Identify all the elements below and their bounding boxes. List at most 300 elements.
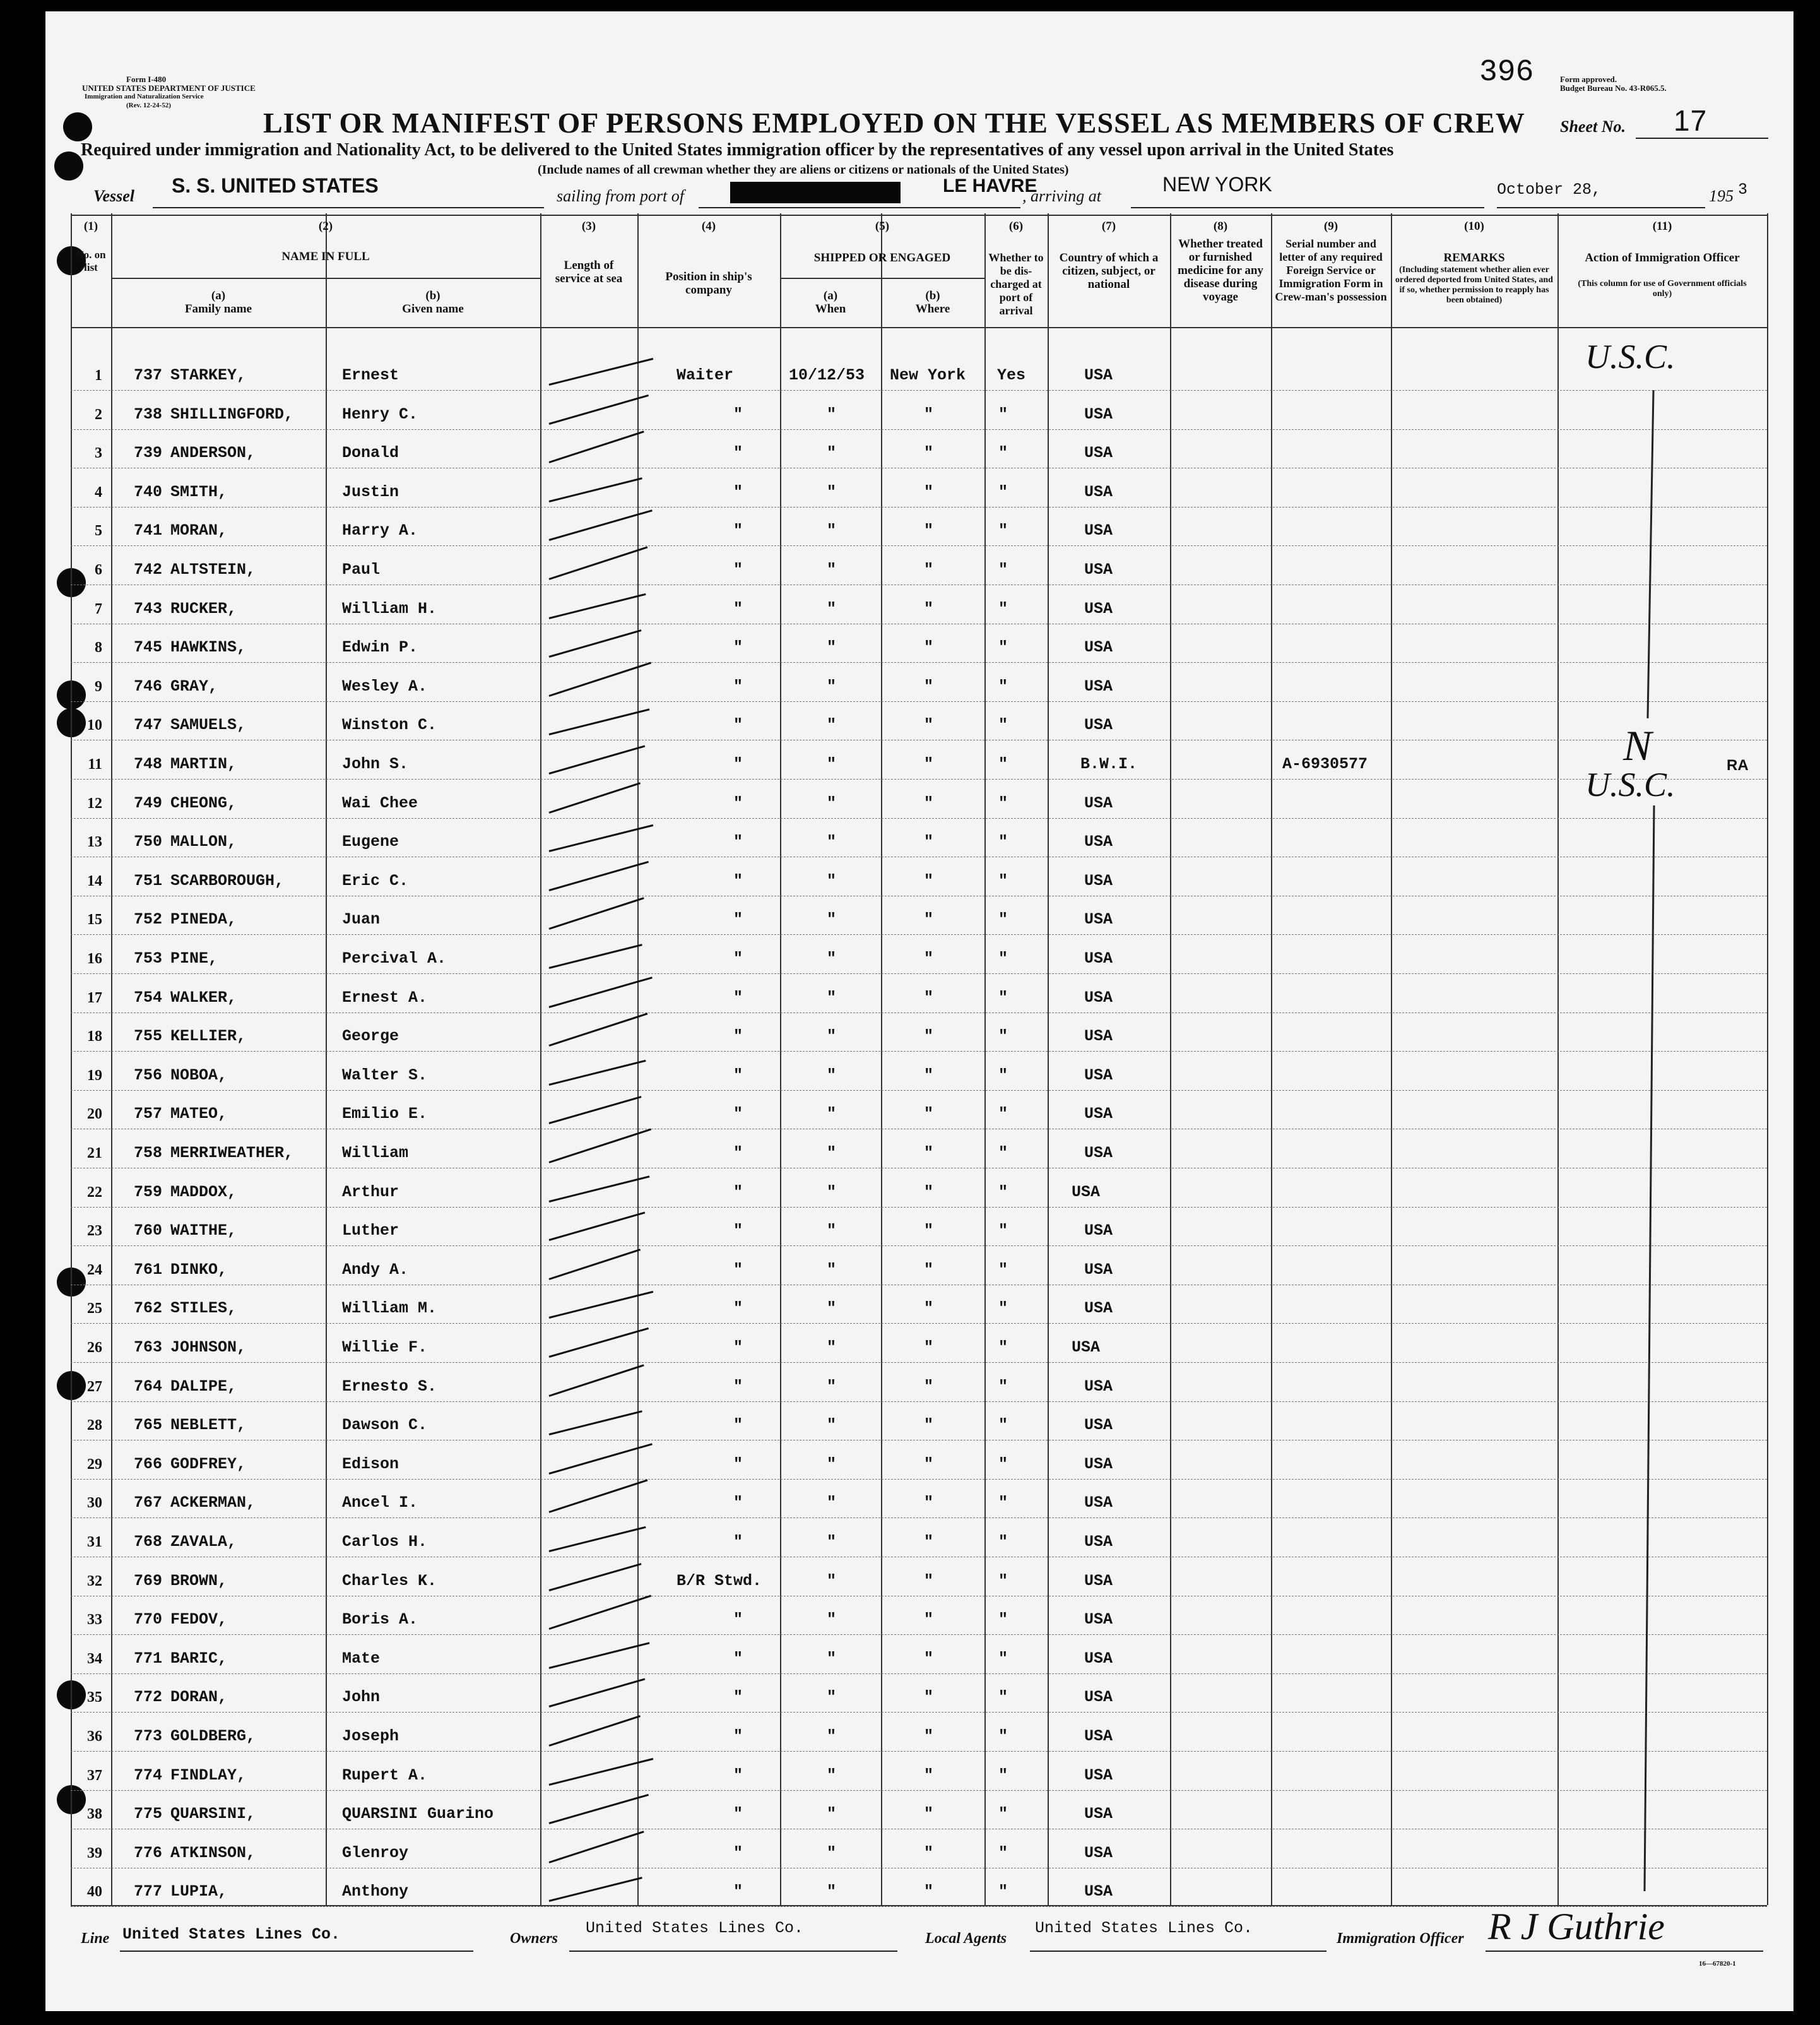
cell-when: " (827, 1688, 837, 1707)
cell-position: " (733, 1182, 743, 1201)
cell-country: USA (1084, 1649, 1113, 1668)
cell-position: " (733, 1649, 743, 1668)
cell-id: 752 (134, 910, 163, 929)
cell-country: USA (1084, 366, 1113, 384)
cell-when: " (827, 949, 837, 968)
cell-when: " (827, 1299, 837, 1318)
col-2-header: NAME IN FULL (281, 250, 370, 263)
include-note: (Include names of all crewman whether they are aliens or citizens or nationals of the United States) (538, 163, 1069, 177)
cell-where: " (924, 1610, 934, 1629)
col-11-header: Action of Immigration Officer (1585, 251, 1740, 264)
cell-given: Emilio E. (342, 1105, 428, 1124)
cell-id: 757 (134, 1105, 163, 1124)
cell-when: " (827, 599, 837, 618)
cell-given: Joseph (342, 1727, 399, 1745)
cell-id: 775 (134, 1805, 163, 1824)
cell-when: " (827, 444, 837, 463)
col-4-number: (4) (701, 220, 716, 233)
cell-country: USA (1084, 988, 1113, 1007)
cell-given: Anthony (342, 1882, 409, 1901)
service-tick-mark (549, 1096, 642, 1125)
cell-given: Ernesto S. (342, 1377, 437, 1396)
cell-family: NEBLETT, (170, 1416, 247, 1435)
cell-when: " (827, 988, 837, 1007)
cell-discharge: " (998, 1027, 1008, 1046)
cell-family: ACKERMAN, (170, 1494, 256, 1512)
cell-when: " (827, 561, 837, 579)
cell-discharge: " (998, 949, 1008, 968)
sheet-number: 17 (1674, 104, 1708, 137)
cell-discharge: " (998, 871, 1008, 890)
port-to: NEW YORK (1162, 173, 1272, 196)
cell-country: USA (1072, 1182, 1101, 1201)
cell-discharge: " (998, 599, 1008, 618)
cell-given: Mate (342, 1649, 381, 1668)
cell-id: 768 (134, 1533, 163, 1551)
cell-country: USA (1084, 1571, 1113, 1590)
cell-n: 2 (95, 406, 102, 423)
cell-where: " (924, 1066, 934, 1084)
cell-when: " (827, 1144, 837, 1162)
cell-where: " (924, 1805, 934, 1824)
cell-n: 23 (87, 1223, 102, 1240)
cell-n: 33 (87, 1612, 102, 1629)
cell-family: DORAN, (170, 1688, 228, 1707)
cell-family: MALLON, (170, 833, 237, 852)
service-tick-mark (549, 1642, 650, 1669)
cell-family: SCARBOROUGH, (170, 871, 285, 890)
cell-n: 18 (87, 1028, 102, 1045)
service-tick-mark (549, 1831, 644, 1863)
cell-where: " (924, 949, 934, 968)
cell-family: ALTSTEIN, (170, 561, 256, 579)
cell-discharge: " (998, 1610, 1008, 1629)
cell-position: " (733, 1144, 743, 1162)
cell-n: 31 (87, 1534, 102, 1550)
cell-id: 758 (134, 1144, 163, 1162)
cell-when: " (827, 1105, 837, 1124)
cell-n: 19 (87, 1067, 102, 1084)
punch-hole (54, 151, 83, 181)
cell-given: Arthur (342, 1182, 399, 1201)
cell-country: USA (1084, 949, 1113, 968)
cell-given: Justin (342, 482, 399, 501)
cell-family: MERRIWEATHER, (170, 1144, 294, 1162)
cell-id: 749 (134, 793, 163, 812)
page-number: 396 (1479, 56, 1534, 90)
cell-discharge: " (998, 561, 1008, 579)
cell-when: " (827, 910, 837, 929)
cell-where: " (924, 1377, 934, 1396)
cell-n: 27 (87, 1378, 102, 1395)
col-7-header: Country of which a citizen, subject, or national (1059, 251, 1159, 291)
cell-position: " (733, 949, 743, 968)
cell-discharge: " (998, 1066, 1008, 1084)
cell-discharge: " (998, 1649, 1008, 1668)
cell-discharge: " (998, 482, 1008, 501)
cell-id: 748 (134, 755, 163, 773)
cell-when: " (827, 1494, 837, 1512)
cell-country: USA (1084, 1494, 1113, 1512)
arrival-date: October 28, (1497, 181, 1602, 199)
cell-country: USA (1084, 1221, 1113, 1240)
cell-position: " (733, 1299, 743, 1318)
cell-country: USA (1084, 910, 1113, 929)
action-check-line (1646, 390, 1654, 718)
cell-discharge: " (998, 910, 1008, 929)
cell-where: " (924, 638, 934, 657)
service-tick-mark (549, 1526, 646, 1552)
cell-given: Walter S. (342, 1066, 428, 1084)
cell-family: GOLDBERG, (170, 1727, 256, 1745)
subtitle: Required under immigration and Nationality Act, to be delivered to the United States immigration officer by the representatives of any vessel upon arrival in the United States (81, 140, 1394, 160)
cell-where: " (924, 910, 934, 929)
cell-country: USA (1084, 599, 1113, 618)
cell-discharge: " (998, 716, 1008, 735)
cell-position: " (733, 793, 743, 812)
cell-family: NOBOA, (170, 1066, 228, 1084)
cell-family: STARKEY, (170, 366, 247, 384)
cell-given: Andy A. (342, 1260, 409, 1279)
cell-discharge: " (998, 1533, 1008, 1551)
cell-id: 739 (134, 444, 163, 463)
cell-when: " (827, 716, 837, 735)
cell-n: 22 (87, 1184, 102, 1201)
cell-country: USA (1084, 482, 1113, 501)
cell-action: U.S.C. (1585, 338, 1675, 376)
cell-discharge: " (998, 755, 1008, 773)
col-3-header: Length of service at sea (555, 259, 623, 285)
cell-given: Rupert A. (342, 1766, 428, 1784)
cell-where: " (924, 833, 934, 852)
cell-position: " (733, 755, 743, 773)
cell-id: 774 (134, 1766, 163, 1784)
col-5a-header: (a) When (815, 289, 846, 316)
cell-where: " (924, 1027, 934, 1046)
cell-family: SHILLINGFORD, (170, 405, 294, 424)
cell-when: " (827, 1416, 837, 1435)
col-8-number: (8) (1213, 220, 1228, 233)
cell-id: 741 (134, 521, 163, 540)
cell-when: " (827, 1766, 837, 1784)
cell-id: 745 (134, 638, 163, 657)
cell-when: " (827, 1727, 837, 1745)
col-2a-header: (a) Family name (184, 289, 252, 316)
cell-position: B/R Stwd. (677, 1571, 762, 1590)
cell-position: " (733, 1260, 743, 1279)
cell-country: B.W.I. (1080, 755, 1138, 773)
cell-country: USA (1084, 1688, 1113, 1707)
cell-when: " (827, 871, 837, 890)
cell-position: " (733, 1727, 743, 1745)
service-tick-mark (549, 1249, 641, 1280)
cell-given: Carlos H. (342, 1533, 428, 1551)
cell-where: " (924, 677, 934, 696)
cell-where: " (924, 482, 934, 501)
cell-id: 764 (134, 1377, 163, 1396)
cell-country: USA (1084, 1260, 1113, 1279)
col-3-number: (3) (581, 220, 596, 233)
cell-position: " (733, 482, 743, 501)
cell-country: USA (1072, 1338, 1101, 1357)
cell-position: " (733, 1066, 743, 1084)
col-6-number: (6) (1008, 220, 1024, 233)
service-tick-mark (549, 1715, 641, 1747)
cell-action: N (1623, 722, 1652, 769)
cell-country: USA (1084, 1377, 1113, 1396)
cell-country: USA (1084, 1299, 1113, 1318)
cell-position: " (733, 677, 743, 696)
cell-where: " (924, 1571, 934, 1590)
cell-position: " (733, 1610, 743, 1629)
cell-id: 761 (134, 1260, 163, 1279)
cell-given: William M. (342, 1299, 437, 1318)
cell-where: " (924, 1338, 934, 1357)
cell-discharge: Yes (997, 366, 1026, 384)
cell-position: " (733, 1338, 743, 1357)
cell-when: " (827, 793, 837, 812)
footer-owners: United States Lines Co. (586, 1919, 804, 1937)
manifest-sheet (45, 11, 1793, 2011)
service-tick-mark (549, 662, 652, 696)
cell-family: JOHNSON, (170, 1338, 247, 1357)
cell-given: Wai Chee (342, 793, 418, 812)
cell-given: Eric C. (342, 871, 409, 890)
cell-where: " (924, 1688, 934, 1707)
cell-id: 753 (134, 949, 163, 968)
cell-n: 13 (87, 834, 102, 851)
service-tick-mark (549, 593, 646, 619)
cell-given: Winston C. (342, 716, 437, 735)
cell-n: 29 (87, 1456, 102, 1473)
punch-hole (63, 112, 92, 141)
cell-given: QUARSINI Guarino (342, 1805, 494, 1824)
cell-given: Edison (342, 1454, 399, 1473)
col-9-header: Serial number and letter of any required Foreign Service or Immigration Form in Crew-man's possession (1275, 237, 1387, 303)
cell-id: 763 (134, 1338, 163, 1357)
cell-family: QUARSINI, (170, 1805, 256, 1824)
cell-id: 771 (134, 1649, 163, 1668)
cell-position: " (733, 1221, 743, 1240)
cell-n: 20 (87, 1106, 102, 1123)
cell-position: " (733, 638, 743, 657)
cell-position: " (733, 1105, 743, 1124)
cell-id: 767 (134, 1494, 163, 1512)
cell-family: DALIPE, (170, 1377, 237, 1396)
cell-position: " (733, 561, 743, 579)
cell-position: " (733, 1882, 743, 1901)
cell-family: ZAVALA, (170, 1533, 237, 1551)
cell-discharge: " (998, 405, 1008, 424)
cell-n: 26 (87, 1339, 102, 1356)
cell-n: 28 (87, 1417, 102, 1434)
cell-n: 36 (87, 1728, 102, 1745)
cell-id: 772 (134, 1688, 163, 1707)
cell-discharge: " (998, 793, 1008, 812)
cell-country: USA (1084, 1727, 1113, 1745)
cell-when: " (827, 638, 837, 657)
cell-where: " (924, 1182, 934, 1201)
footer-agents-label: Local Agents (925, 1930, 1007, 1947)
cell-given: Harry A. (342, 521, 418, 540)
cell-position: " (733, 444, 743, 463)
cell-n: 6 (95, 562, 102, 578)
cell-discharge: " (998, 1144, 1008, 1162)
service-tick-mark (549, 745, 646, 775)
cell-given: Eugene (342, 833, 399, 852)
cell-discharge: " (998, 1260, 1008, 1279)
cell-discharge: " (998, 1377, 1008, 1396)
cell-given: William (342, 1144, 409, 1162)
cell-family: DINKO, (170, 1260, 228, 1279)
cell-when: " (827, 1805, 837, 1824)
cell-id: 750 (134, 833, 163, 852)
col-8-header: Whether treated or furnished medicine for any disease during voyage (1178, 237, 1263, 304)
cell-given: Luther (342, 1221, 399, 1240)
service-tick-mark (549, 1129, 652, 1163)
service-tick-mark (549, 629, 642, 658)
footer-officer-label: Immigration Officer (1337, 1930, 1464, 1947)
arriving-label: , arriving at (1022, 187, 1101, 205)
cell-where: " (924, 1299, 934, 1318)
cell-when: 10/12/53 (789, 366, 865, 384)
service-tick-mark (549, 1175, 650, 1203)
cell-n: 15 (87, 912, 102, 929)
cell-discharge: " (998, 833, 1008, 852)
department: UNITED STATES DEPARTMENT OF JUSTICE (82, 83, 256, 93)
vessel-label: Vessel (93, 187, 134, 205)
col-1-number: (1) (83, 220, 98, 233)
cell-id: 738 (134, 405, 163, 424)
cell-id: 759 (134, 1182, 163, 1201)
col-9-number: (9) (1323, 220, 1338, 233)
col-1-header: No. on list (76, 249, 106, 273)
cell-family: MORAN, (170, 521, 228, 540)
cell-id: 765 (134, 1416, 163, 1435)
cell-family: BROWN, (170, 1571, 228, 1590)
cell-family: KELLIER, (170, 1027, 247, 1046)
cell-id: 760 (134, 1221, 163, 1240)
cell-family: MARTIN, (170, 755, 237, 773)
cell-n: 4 (95, 484, 102, 501)
cell-given: Donald (342, 444, 399, 463)
sheet-label: Sheet No. (1560, 117, 1626, 136)
cell-family: CHEONG, (170, 793, 237, 812)
cell-n: 17 (87, 989, 102, 1006)
cell-when: " (827, 1221, 837, 1240)
cell-position: " (733, 1416, 743, 1435)
service-tick-mark (549, 477, 642, 502)
year-prefix: 195 (1709, 187, 1734, 205)
cell-position: " (733, 1454, 743, 1473)
cell-when: " (827, 1377, 837, 1396)
col-5-header: SHIPPED OR ENGAGED (813, 251, 951, 264)
cell-country: USA (1084, 1766, 1113, 1784)
cell-position: " (733, 833, 743, 852)
print-code: 16—67820-1 (1699, 1960, 1736, 1968)
cell-given: John S. (342, 755, 409, 773)
cell-discharge: " (998, 1299, 1008, 1318)
cell-country: USA (1084, 677, 1113, 696)
col-11-number: (11) (1652, 220, 1672, 233)
cell-where: " (924, 871, 934, 890)
cell-id: 762 (134, 1299, 163, 1318)
col-2-number: (2) (318, 220, 333, 233)
cell-family: ATKINSON, (170, 1843, 256, 1862)
cell-family: SMITH, (170, 482, 228, 501)
cell-when: " (827, 833, 837, 852)
footer-line-label: Line (81, 1930, 110, 1947)
cell-family: GRAY, (170, 677, 218, 696)
service-tick-mark (549, 1678, 646, 1707)
redaction-bar (730, 182, 901, 203)
cell-when: " (827, 1338, 837, 1357)
service-tick-mark (549, 1364, 644, 1397)
cell-given: Wesley A. (342, 677, 428, 696)
officer-signature: R J Guthrie (1488, 1906, 1665, 1947)
cell-position: " (733, 910, 743, 929)
footer-agents: United States Lines Co. (1035, 1919, 1253, 1937)
cell-where: " (924, 716, 934, 735)
footer-owners-label: Owners (510, 1930, 558, 1947)
service-tick-mark (549, 1595, 652, 1630)
cell-n: 21 (87, 1145, 102, 1161)
cell-id: 777 (134, 1882, 163, 1901)
cell-discharge: " (998, 638, 1008, 657)
cell-id: 766 (134, 1454, 163, 1473)
cell-discharge: " (998, 1727, 1008, 1745)
cell-where: " (924, 988, 934, 1007)
cell-country: USA (1084, 521, 1113, 540)
cell-when: " (827, 1882, 837, 1901)
col-10-number: (10) (1464, 220, 1484, 233)
cell-where: " (924, 1766, 934, 1784)
service-tick-mark (549, 709, 650, 736)
cell-where: " (924, 1843, 934, 1862)
cell-country: USA (1084, 1454, 1113, 1473)
budget-bureau: Budget Bureau No. 43-R065.5. (1560, 83, 1667, 93)
col-11-note: (This column for use of Government officials only) (1578, 279, 1747, 299)
service-tick-mark (549, 898, 644, 930)
cell-position: Waiter (677, 366, 734, 384)
cell-where: " (924, 1221, 934, 1240)
service-tick-mark (549, 546, 648, 580)
col-10-note: (Including statement whether alien ever ordered deported from United States, and if so, whether permission to reapply has been obtained) (1395, 265, 1553, 305)
cell-n: 30 (87, 1495, 102, 1512)
cell-family: RUCKER, (170, 599, 237, 618)
cell-position: " (733, 1843, 743, 1862)
cell-position: " (733, 1377, 743, 1396)
cell-where: New York (890, 366, 966, 384)
cell-when: " (827, 755, 837, 773)
cell-family: MADDOX, (170, 1182, 237, 1201)
cell-position: " (733, 1805, 743, 1824)
cell-given: Juan (342, 910, 381, 929)
cell-n: 10 (87, 717, 102, 734)
cell-country: USA (1084, 1610, 1113, 1629)
col-5b-header: (b) Where (915, 289, 950, 316)
service-tick-mark (549, 1480, 648, 1514)
cell-n: 35 (87, 1689, 102, 1706)
cell-n: 32 (87, 1572, 102, 1589)
action-check-line (1643, 805, 1655, 1891)
cell-position: " (733, 599, 743, 618)
service-tick-mark (549, 1212, 646, 1241)
cell-where: " (924, 1649, 934, 1668)
vessel-name: S. S. UNITED STATES (172, 174, 379, 197)
cell-family: WALKER, (170, 988, 237, 1007)
cell-where: " (924, 1260, 934, 1279)
